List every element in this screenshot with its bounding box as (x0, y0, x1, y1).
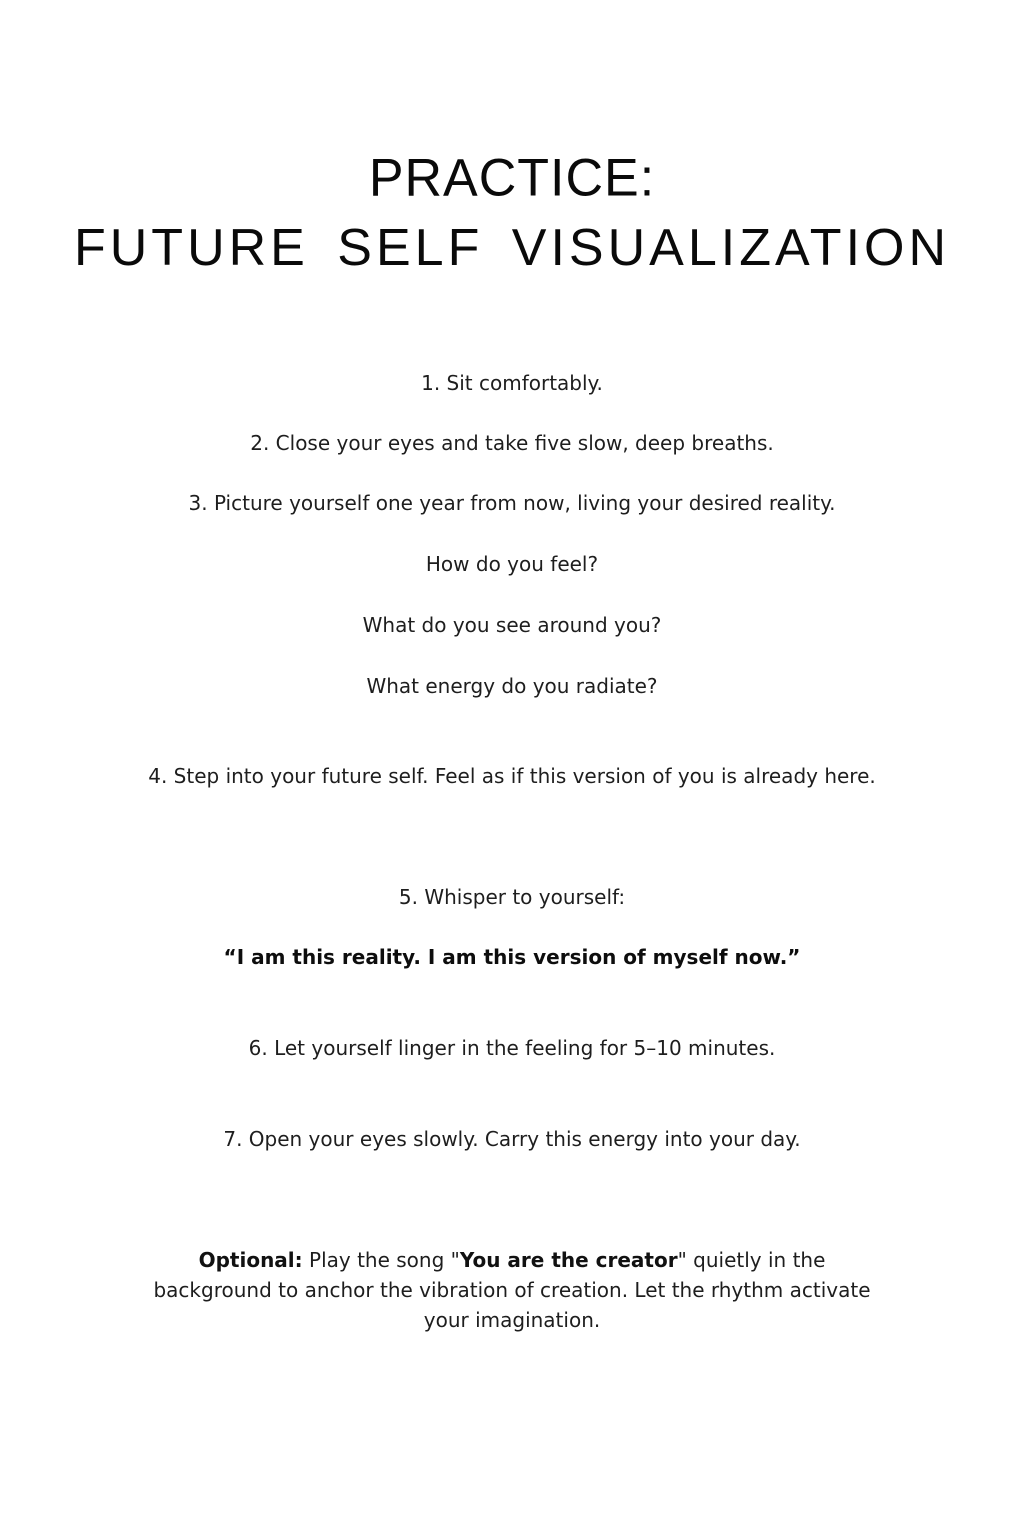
page-title-line-1: PRACTICE: (368, 148, 656, 208)
step-4: 4. Step into your future self. Feel as if this version of you is already here. (148, 764, 876, 788)
step-2: 2. Close your eyes and take five slow, deep breaths. (250, 431, 774, 455)
question-energy: What energy do you radiate? (366, 674, 658, 698)
optional-label: Optional: (198, 1248, 303, 1272)
step-1: 1. Sit comfortably. (421, 371, 603, 395)
affirmation-quote: “I am this reality. I am this version of myself now.” (223, 945, 801, 969)
step-7: 7. Open your eyes slowly. Carry this energy into your day. (223, 1127, 801, 1151)
question-see: What do you see around you? (362, 613, 662, 637)
optional-text-before: Play the song " (302, 1248, 460, 1272)
step-5: 5. Whisper to yourself: (398, 885, 626, 909)
step-3: 3. Picture yourself one year from now, living your desired reality. (188, 491, 836, 515)
optional-note (152, 1245, 872, 1335)
question-feel: How do you feel? (425, 552, 599, 576)
song-title: You are the creator (459, 1248, 678, 1272)
page-title-line-2: FUTURE SELF VISUALIZATION (73, 219, 951, 277)
step-6: 6. Let yourself linger in the feeling for 5–10 minutes. (248, 1036, 776, 1060)
optional-text-after: " quietly in the background to anchor the vibration of creation. Let the rhythm activate your imagination. (153, 1248, 871, 1332)
